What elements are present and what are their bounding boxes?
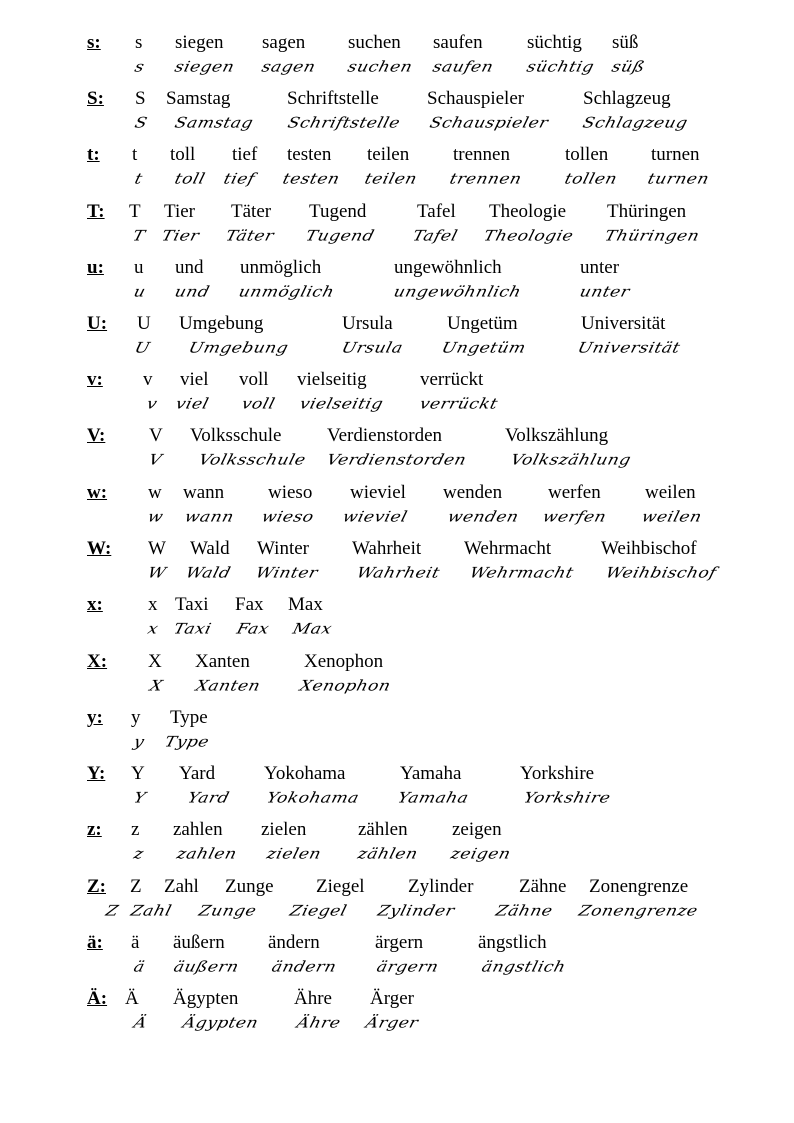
print-word: Tugend xyxy=(309,201,367,222)
script-word: vielseitig xyxy=(297,395,386,413)
print-word: t xyxy=(132,144,138,165)
print-word: Umgebung xyxy=(179,313,264,334)
script-word: Z xyxy=(103,902,121,920)
script-word: Ä xyxy=(131,1014,149,1032)
print-word: siegen xyxy=(175,32,224,53)
script-word: zielen xyxy=(264,845,324,863)
print-word: s xyxy=(135,32,143,53)
entry-z-lower xyxy=(0,807,794,863)
print-word: viel xyxy=(180,369,209,390)
print-word: Verdienstorden xyxy=(327,425,443,446)
entry-w-lower xyxy=(0,470,794,526)
script-word: ungewöhnlich xyxy=(391,283,524,301)
print-word: wann xyxy=(183,482,225,503)
print-word: wieviel xyxy=(350,482,406,503)
script-word: Tier xyxy=(159,227,202,245)
print-word: T xyxy=(129,201,141,222)
script-word: werfen xyxy=(540,508,609,526)
script-word: wenden xyxy=(445,508,521,526)
script-word: Type xyxy=(162,733,212,751)
script-word: Ungetüm xyxy=(439,339,528,357)
script-word: Wahrheit xyxy=(354,564,442,582)
script-word: unmöglich xyxy=(236,283,337,301)
print-word: Tier xyxy=(164,201,195,222)
script-word: x xyxy=(145,620,161,638)
print-word: Winter xyxy=(257,538,309,559)
script-word: Yokohama xyxy=(264,789,362,807)
script-word: Ärger xyxy=(363,1014,421,1032)
script-word: Zunge xyxy=(196,902,259,920)
print-word: zählen xyxy=(358,819,408,840)
print-word: Ziegel xyxy=(316,876,365,897)
entry-x-lower xyxy=(0,582,794,638)
letter-key: Y: xyxy=(87,763,106,784)
script-word: W xyxy=(145,564,169,582)
print-word: toll xyxy=(170,144,196,165)
script-word: Thüringen xyxy=(602,227,702,245)
print-word: vielseitig xyxy=(297,369,367,390)
print-word: Wald xyxy=(190,538,230,559)
script-word: zahlen xyxy=(174,845,239,863)
print-word: Wehrmacht xyxy=(464,538,552,559)
print-word: und xyxy=(175,257,204,278)
print-word: u xyxy=(134,257,144,278)
entry-u-lower xyxy=(0,245,794,301)
script-word: ändern xyxy=(269,958,339,976)
script-word: äußern xyxy=(171,958,241,976)
script-word: Ägypten xyxy=(180,1014,261,1032)
entry-w-upper xyxy=(0,526,794,582)
script-word: S xyxy=(132,114,150,132)
script-word: X xyxy=(147,677,165,695)
print-word: turnen xyxy=(651,144,700,165)
print-word: Max xyxy=(288,594,323,615)
script-word: wieviel xyxy=(340,508,410,526)
print-word: wieso xyxy=(268,482,313,503)
print-word: sagen xyxy=(262,32,306,53)
script-word: zeigen xyxy=(448,845,513,863)
script-word: toll xyxy=(172,170,208,188)
entry-s-upper xyxy=(0,76,794,132)
entry-ae-upper xyxy=(0,976,794,1032)
script-word: Tafel xyxy=(410,227,460,245)
print-word: Ähre xyxy=(294,988,332,1009)
print-word: Ägypten xyxy=(173,988,239,1009)
entry-y-upper xyxy=(0,751,794,807)
script-word: sagen xyxy=(259,58,318,76)
script-word: t xyxy=(132,170,145,188)
script-word: Zylinder xyxy=(375,902,457,920)
print-word: Schlagzeug xyxy=(583,88,671,109)
entry-t-lower xyxy=(0,132,794,188)
print-word: unter xyxy=(580,257,620,278)
letter-key: T: xyxy=(87,201,105,222)
print-word: ä xyxy=(131,932,140,953)
entry-x-upper xyxy=(0,639,794,695)
print-word: Zahl xyxy=(164,876,199,897)
print-word: Ursula xyxy=(342,313,393,334)
script-word: y xyxy=(131,733,147,751)
print-word: Volksschule xyxy=(190,425,282,446)
script-word: z xyxy=(131,845,146,863)
letter-key: Ä: xyxy=(87,988,108,1009)
print-word: ärgern xyxy=(375,932,424,953)
script-word: Samstag xyxy=(172,114,256,132)
script-word: Volkszählung xyxy=(508,451,633,469)
script-word: Fax xyxy=(234,620,272,638)
print-word: trennen xyxy=(453,144,510,165)
letter-key: w: xyxy=(87,482,108,503)
entry-v-upper xyxy=(0,413,794,469)
script-word: weilen xyxy=(639,508,704,526)
print-word: wenden xyxy=(443,482,503,503)
script-word: Ziegel xyxy=(287,902,349,920)
print-word: verrückt xyxy=(420,369,484,390)
letter-key: x: xyxy=(87,594,103,615)
print-word: Ä xyxy=(125,988,139,1009)
letter-key: X: xyxy=(87,651,108,672)
letter-key: Z: xyxy=(87,876,106,897)
print-word: Universität xyxy=(581,313,666,334)
script-word: Universität xyxy=(575,339,683,357)
entry-s-lower xyxy=(0,20,794,76)
letter-key: u: xyxy=(87,257,104,278)
print-word: Theologie xyxy=(489,201,567,222)
script-word: Ursula xyxy=(339,339,405,357)
script-word: zählen xyxy=(355,845,420,863)
print-word: Z xyxy=(130,876,142,897)
print-word: Fax xyxy=(235,594,264,615)
script-word: suchen xyxy=(345,58,415,76)
print-word: Yard xyxy=(179,763,216,784)
script-word: Yorkshire xyxy=(521,789,613,807)
print-word: Yorkshire xyxy=(520,763,595,784)
script-word: Umgebung xyxy=(186,339,291,357)
print-word: w xyxy=(148,482,162,503)
script-word: ä xyxy=(131,958,147,976)
letter-key: ä: xyxy=(87,932,103,953)
letter-key: y: xyxy=(87,707,103,728)
print-word: Zylinder xyxy=(408,876,474,897)
script-word: Schlagzeug xyxy=(580,114,690,132)
print-word: Ärger xyxy=(370,988,414,1009)
print-word: weilen xyxy=(645,482,696,503)
print-word: Täter xyxy=(231,201,272,222)
entry-z-upper xyxy=(0,864,794,920)
print-word: v xyxy=(143,369,153,390)
script-word: Theologie xyxy=(481,227,576,245)
script-word: teilen xyxy=(362,170,419,188)
script-word: v xyxy=(144,395,160,413)
entry-y-lower xyxy=(0,695,794,751)
print-word: ungewöhnlich xyxy=(394,257,502,278)
print-word: Schauspieler xyxy=(427,88,525,109)
script-word: Schauspieler xyxy=(427,114,551,132)
print-word: unmöglich xyxy=(240,257,322,278)
print-word: zahlen xyxy=(173,819,223,840)
print-word: zielen xyxy=(261,819,307,840)
script-word: Xanten xyxy=(193,677,263,695)
script-word: Tugend xyxy=(303,227,377,245)
print-word: Zonengrenze xyxy=(589,876,689,897)
script-word: unter xyxy=(577,283,632,301)
print-word: süß xyxy=(612,32,639,53)
script-word: voll xyxy=(239,395,277,413)
script-word: Verdienstorden xyxy=(324,451,469,469)
print-word: voll xyxy=(239,369,269,390)
script-word: Yard xyxy=(185,789,232,807)
script-word: wieso xyxy=(259,508,316,526)
print-word: tief xyxy=(232,144,258,165)
script-word: süchtig xyxy=(524,58,596,76)
print-word: Yokohama xyxy=(264,763,346,784)
script-word: Wehrmacht xyxy=(467,564,576,582)
print-word: Y xyxy=(131,763,145,784)
print-word: Xenophon xyxy=(304,651,384,672)
print-word: Type xyxy=(170,707,208,728)
entry-v-lower xyxy=(0,357,794,413)
print-word: tollen xyxy=(565,144,609,165)
script-word: siegen xyxy=(172,58,237,76)
script-word: u xyxy=(131,283,148,301)
print-word: S xyxy=(135,88,146,109)
print-word: suchen xyxy=(348,32,401,53)
print-word: testen xyxy=(287,144,332,165)
script-word: Zonengrenze xyxy=(576,902,700,920)
script-word: U xyxy=(132,339,152,357)
print-word: Yamaha xyxy=(400,763,462,784)
print-word: V xyxy=(149,425,163,446)
script-word: viel xyxy=(173,395,211,413)
letter-key: s: xyxy=(87,32,101,53)
print-word: Volkszählung xyxy=(505,425,609,446)
script-word: Y xyxy=(131,789,148,807)
script-word: süß xyxy=(609,58,647,76)
print-word: Zähne xyxy=(519,876,567,897)
print-word: z xyxy=(131,819,140,840)
script-word: ärgern xyxy=(374,958,441,976)
script-word: Schriftstelle xyxy=(285,114,403,132)
print-word: süchtig xyxy=(527,32,582,53)
script-word: s xyxy=(132,58,147,76)
print-word: zeigen xyxy=(452,819,502,840)
entry-t-upper xyxy=(0,189,794,245)
letter-key: v: xyxy=(87,369,103,390)
print-word: Ungetüm xyxy=(447,313,518,334)
script-word: Weihbischof xyxy=(603,564,719,582)
print-word: Samstag xyxy=(166,88,231,109)
print-word: ängstlich xyxy=(478,932,547,953)
entry-ae-lower xyxy=(0,920,794,976)
script-word: V xyxy=(146,451,164,469)
script-word: Volksschule xyxy=(196,451,308,469)
script-word: ängstlich xyxy=(479,958,568,976)
letter-key: V: xyxy=(87,425,106,446)
print-word: Thüringen xyxy=(607,201,687,222)
letter-key: W: xyxy=(87,538,112,559)
script-word: testen xyxy=(280,170,342,188)
print-word: W xyxy=(148,538,166,559)
script-word: Zähne xyxy=(493,902,555,920)
print-word: Weihbischof xyxy=(601,538,697,559)
print-word: Schriftstelle xyxy=(287,88,379,109)
script-word: tollen xyxy=(562,170,620,188)
print-word: U xyxy=(137,313,151,334)
print-word: Wahrheit xyxy=(352,538,422,559)
script-word: Max xyxy=(290,620,334,638)
script-word: Winter xyxy=(253,564,320,582)
print-word: y xyxy=(131,707,141,728)
letter-key: z: xyxy=(87,819,102,840)
script-word: Ähre xyxy=(294,1014,343,1032)
print-word: teilen xyxy=(367,144,410,165)
script-word: wann xyxy=(182,508,236,526)
print-word: Zunge xyxy=(225,876,274,897)
letter-key: S: xyxy=(87,88,104,109)
print-word: X xyxy=(148,651,162,672)
script-word: Wald xyxy=(183,564,233,582)
script-word: Xenophon xyxy=(297,677,393,695)
script-word: T xyxy=(130,227,147,245)
print-word: Taxi xyxy=(175,594,209,615)
print-word: x xyxy=(148,594,158,615)
print-word: Xanten xyxy=(195,651,250,672)
print-word: äußern xyxy=(173,932,225,953)
letter-key: t: xyxy=(87,144,100,165)
script-word: turnen xyxy=(645,170,712,188)
letter-key: U: xyxy=(87,313,108,334)
print-word: saufen xyxy=(433,32,483,53)
script-word: w xyxy=(145,508,166,526)
script-word: Taxi xyxy=(171,620,214,638)
script-word: verrückt xyxy=(417,395,500,413)
print-word: werfen xyxy=(548,482,601,503)
script-word: tief xyxy=(221,170,257,188)
print-word: Tafel xyxy=(417,201,456,222)
script-word: Täter xyxy=(223,227,276,245)
script-word: Yamaha xyxy=(395,789,471,807)
entry-u-upper xyxy=(0,301,794,357)
script-word: Zahl xyxy=(128,902,174,920)
script-word: saufen xyxy=(430,58,496,76)
script-word: trennen xyxy=(447,170,524,188)
print-word: ändern xyxy=(268,932,320,953)
script-word: und xyxy=(172,283,212,301)
